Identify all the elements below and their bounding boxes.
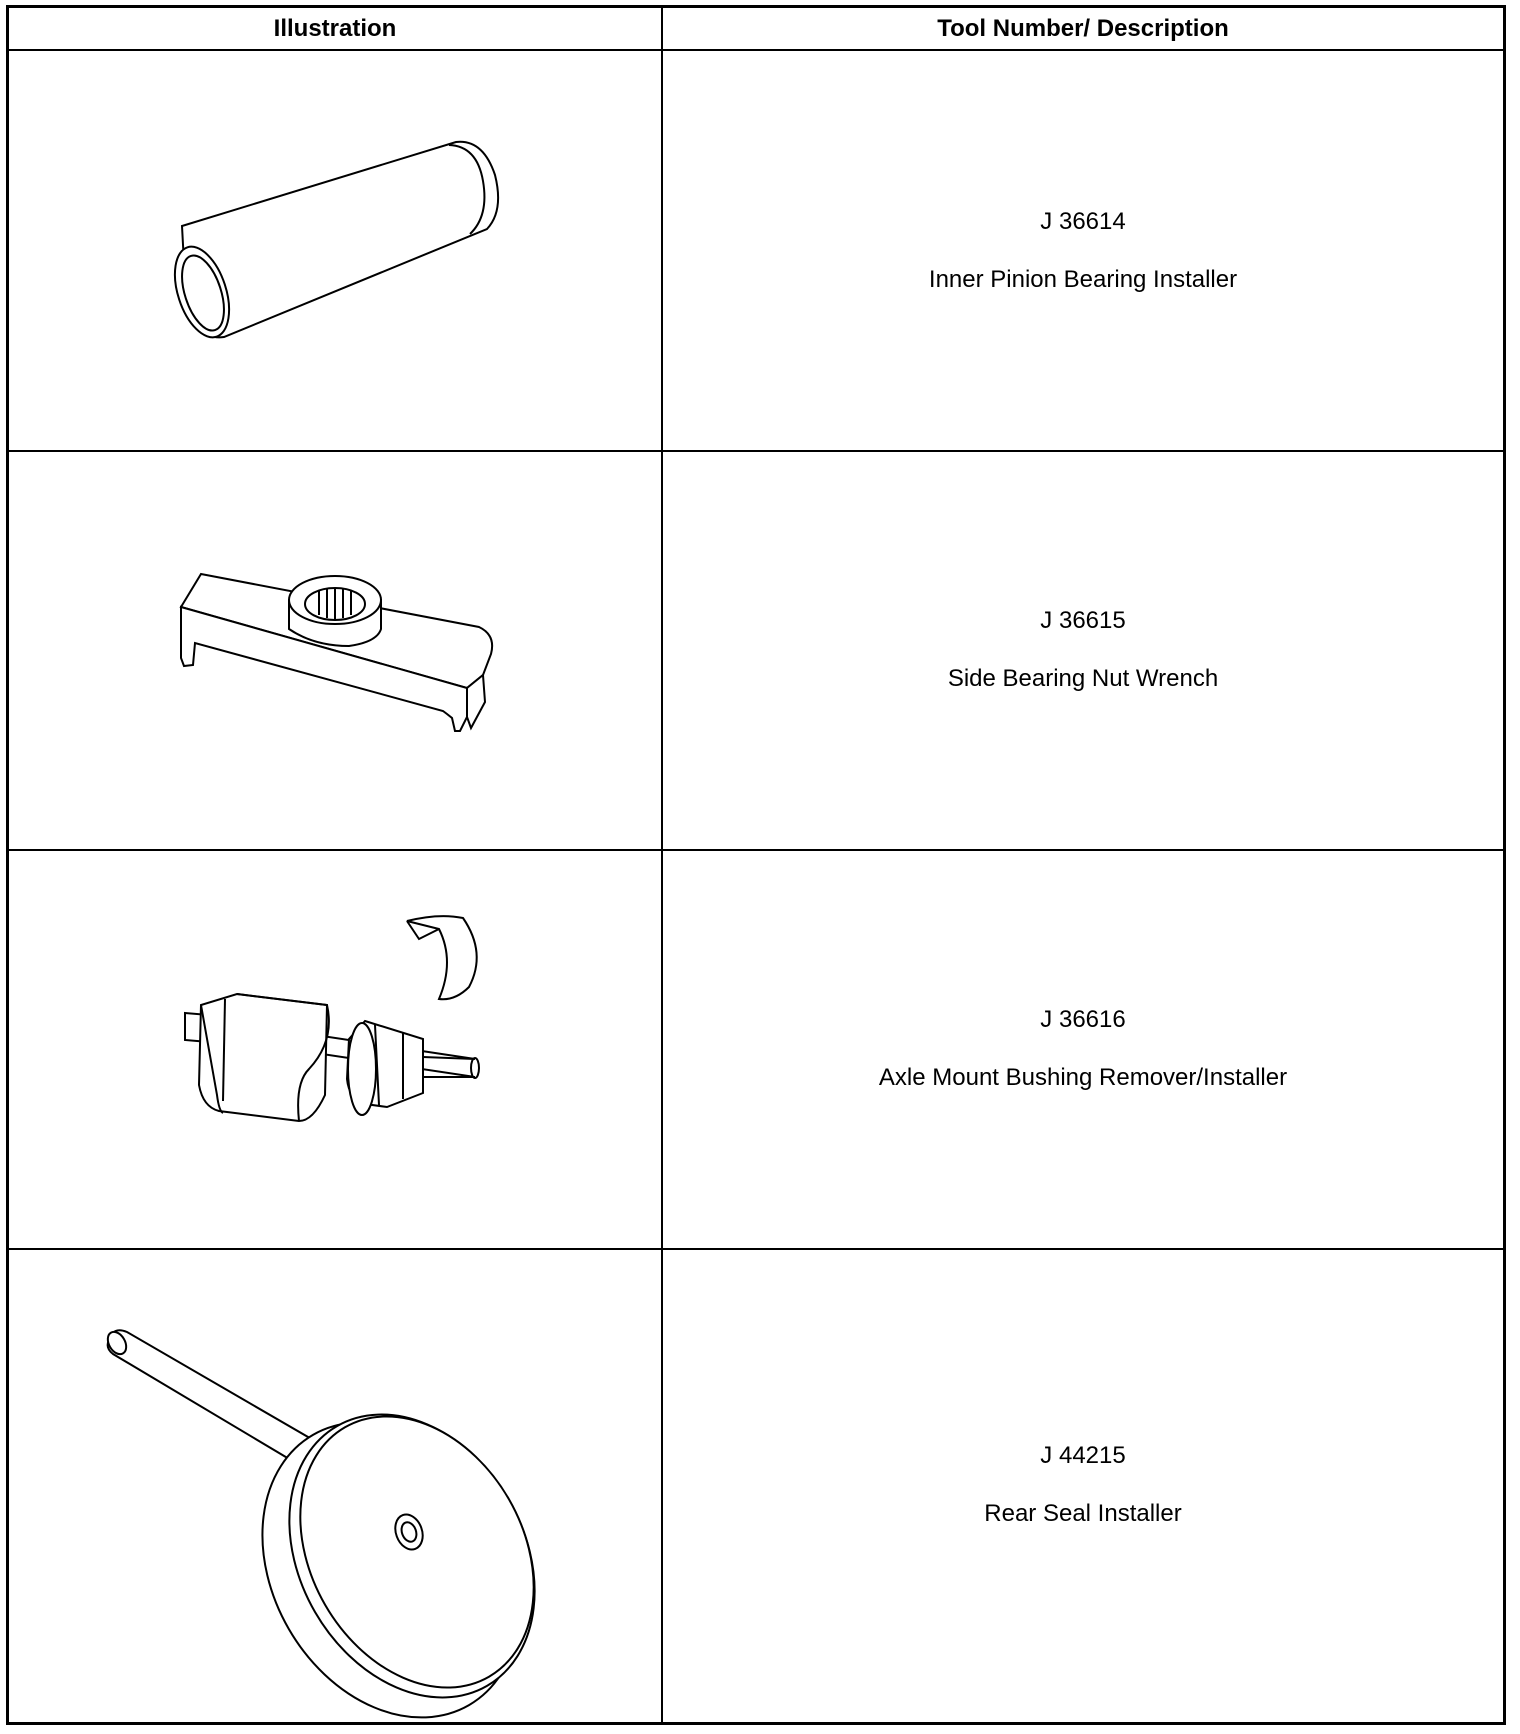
tool-number: J 36616	[1040, 1005, 1126, 1033]
tool-description: Rear Seal Installer	[984, 1500, 1182, 1527]
special-tools-table	[6, 5, 1506, 1725]
rear-seal-installer-icon	[9, 1248, 661, 1722]
header-illustration: Illustration	[9, 8, 661, 51]
table-row-description	[661, 849, 1503, 1248]
tool-number: J 44215	[1040, 1442, 1126, 1469]
tool-description: Inner Pinion Bearing Installer	[928, 265, 1238, 293]
axle-mount-bushing-tool-icon	[9, 849, 661, 1248]
table-row-illustration	[9, 450, 661, 849]
tool-description: Axle Mount Bushing Remover/Installer	[878, 1063, 1288, 1091]
table-row-illustration	[9, 849, 661, 1248]
tool-number: J 36615	[1040, 606, 1126, 634]
tool-description: Side Bearing Nut Wrench	[947, 664, 1219, 692]
side-bearing-nut-wrench-icon	[9, 450, 661, 849]
table-row-description	[661, 1248, 1503, 1722]
table-row-description	[661, 450, 1503, 849]
table-row-illustration	[9, 1248, 661, 1722]
tool-number: J 36614	[1040, 207, 1126, 235]
table-row-illustration	[9, 51, 661, 450]
header-tool-description: Tool Number/ Description	[661, 8, 1503, 51]
pinion-bearing-installer-icon	[9, 51, 661, 450]
table-row-description	[661, 51, 1503, 450]
